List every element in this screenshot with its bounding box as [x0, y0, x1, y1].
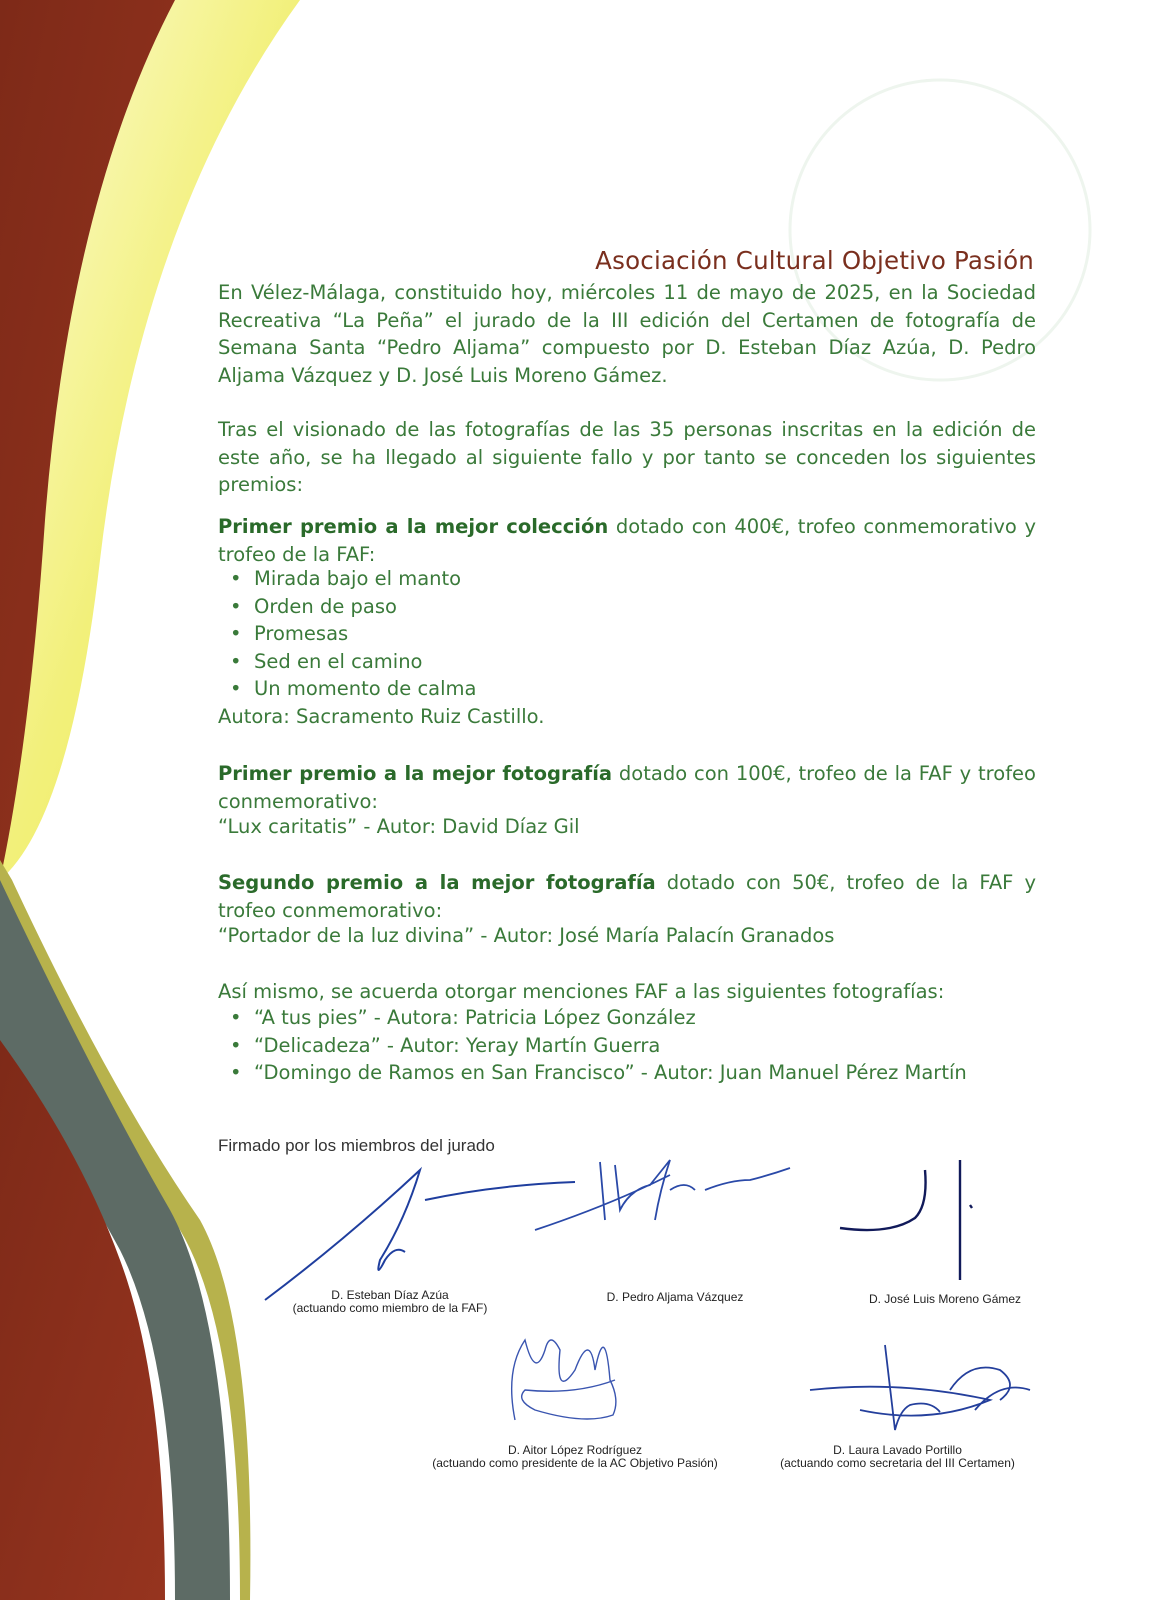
prize2-title: Primer premio a la mejor fotografía: [218, 762, 613, 785]
signatory-role: (actuando como secretaria del III Certamen): [780, 1456, 1015, 1470]
signature-pedro: [520, 1150, 800, 1260]
signatory-name: D. Laura Lavado Portillo: [833, 1443, 962, 1457]
prize2-heading: [218, 760, 1036, 815]
signatory-name: D. Aitor López Rodríguez: [507, 1443, 643, 1457]
list-item: • Sed en el camino: [230, 648, 477, 676]
prize3-work: “Portador de la luz divina” - Autor: José María Palacín Granados: [218, 924, 835, 947]
signature-aitor: [495, 1310, 655, 1450]
prize3-heading: [218, 869, 1036, 924]
prize2-work: “Lux caritatis” - Autor: David Díaz Gil: [218, 815, 580, 838]
signatory-role: (actuando como miembro de la FAF): [292, 1301, 488, 1315]
prize1-title: Primer premio a la mejor colección: [218, 515, 609, 538]
signatory-laura: [765, 1444, 1030, 1470]
signature-laura: [800, 1340, 1040, 1450]
mentions-intro: Así mismo, se acuerda otorgar menciones FAF a las siguientes fotografías:: [218, 980, 945, 1003]
prize3-title: Segundo premio a la mejor fotografía: [218, 871, 656, 894]
prize2-desc: dotado con 100€, trofeo de la FAF y trofeo conmemorativo:: [218, 762, 1036, 813]
signatory-name: D. Esteban Díaz Azúa: [331, 1288, 449, 1302]
signatory-name: D. Pedro Aljama Vázquez: [606, 1290, 744, 1304]
visionado-paragraph: Tras el visionado de las fotografías de las 35 personas inscritas en la edición de este año, se ha llegado al siguiente fallo y por tanto se conceden los siguientes premios:: [218, 418, 1036, 496]
signed-by-label: Firmado por los miembros del jurado: [218, 1136, 495, 1155]
signatory-jose-luis: [845, 1293, 1045, 1306]
list-item: • “Delicadeza” - Autor: Yeray Martín Guerra: [230, 1032, 967, 1060]
list-item: • “A tus pies” - Autora: Patricia López González: [230, 1004, 967, 1032]
prize3-desc: dotado con 50€, trofeo de la FAF y trofeo conmemorativo:: [218, 871, 1036, 922]
list-item: • Promesas: [230, 620, 477, 648]
organization-heading: Asociación Cultural Objetivo Pasión: [595, 246, 1034, 275]
signatory-name: D. José Luis Moreno Gámez: [868, 1292, 1022, 1306]
signatory-pedro: [585, 1291, 765, 1304]
prize1-heading: [218, 513, 1036, 568]
prize1-author: Autora: Sacramento Ruiz Castillo.: [218, 705, 545, 728]
list-item: • Un momento de calma: [230, 675, 477, 703]
intro-paragraph: En Vélez-Málaga, constituido hoy, miércoles 11 de mayo de 2025, en la Sociedad Recreativa “La Peña” el jurado de la III edición del Certamen de fotografía de Semana Santa “Pedro Aljama” compuesto por D. Esteban Díaz Azúa, D. Pedro Aljama Vázquez y D. José Luis Moreno Gámez.: [218, 281, 1036, 387]
signature-jose-luis: [830, 1150, 990, 1290]
mentions-list: [230, 1004, 967, 1087]
signatory-esteban: [280, 1289, 500, 1315]
signatory-aitor: [420, 1444, 730, 1470]
list-item: • Orden de paso: [230, 593, 477, 621]
signatory-role: (actuando como presidente de la AC Objetivo Pasión): [432, 1456, 718, 1470]
list-item: • “Domingo de Ramos en San Francisco” - Autor: Juan Manuel Pérez Martín: [230, 1059, 967, 1087]
prize1-desc: dotado con 400€, trofeo conmemorativo y trofeo de la FAF:: [218, 515, 1036, 566]
list-item: • Mirada bajo el manto: [230, 565, 477, 593]
prize1-collection-list: [230, 565, 477, 703]
